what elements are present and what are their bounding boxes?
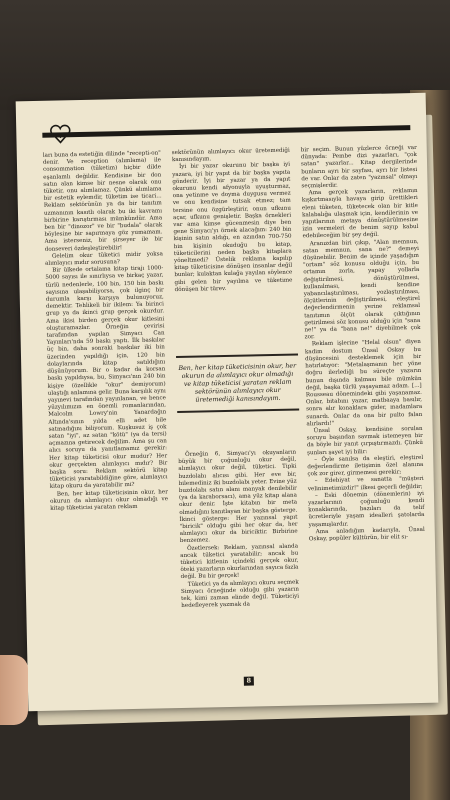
paragraph: Aranızdan biri çıkıp, "Alan memnun, satan memnun, sana ne?" demeyi düşünebilir. Benim de içinde yaşadığım "ortam" söz konusu olduğu için, bu ortamın zorla, yapay yollarla değiştirilmesi, dönüştürülmesi, kullanılması, kendi kendine yabancılaştırılması, yozlaştırılması, ölçütlerinin değiştirilmesi, eleştirel değerlendirmenin yerine reklamsal tanıtımın ölçüt olarak çıktığının getirilmesi söz konusu olduğu için "sana ne!" ya da "bana ne!" diyebilmek çok zor. <box>302 238 421 341</box>
magazine-page <box>16 93 439 711</box>
paragraph: – Edebiyat ve sanatta "müşteri velinimetimizdir!" ilkesi geçerli değildir; <box>307 476 424 492</box>
text-column-2 <box>172 148 293 295</box>
paragraph: Özetlersek: Reklam, yazınsal alanda ancak tüketici yaratabilir; ancak bu tüketici kitlenin içindeki gerçek okur, öteki yazarların okurlarından sayıca fazla değil. Bu bir gerçek! <box>180 543 299 581</box>
pull-quote: Ben, her kitap tüketicisinin okur, her okurun da alımlayıcı okur olmadığı ve kitap tüketicisi yaratan reklam sektörünün alımlayıcı okur üretemediği kanısındayım. <box>176 354 299 414</box>
text-column-2-continued <box>178 450 299 611</box>
paragraph: – Eski dönemin (dönemlerin) iyi yazarlarının çoğunluğu kendi konaklarında, bazıları da telif ücretleriyle yaşam idealleri şatolarda yaşamışlardır. <box>308 490 425 528</box>
paragraph: Bir ülkede ortalama kitap tirajı 1000-5000 sayısı ile sınırlıysa ve birkaç yazar, türlü nedenlerle, 100 bin, 150 bin baskı sayısına ulaşabiliyorsa, çok ilginç bir durumla karşı karşıya bulunuyoruz, demektir. Tehlikeli bir ikilem: Ya birinci grup ya da ikinci grup gerçek okurdur. Ama ikisi birden gerçek okur kitlesini oluşturamazlar. Örneğin çevirisi tarafımdan yapılan Simyacı Can Yayınları'nda 59 baskı yaptı. İlk baskılar üç bin, daha sonraki baskılar iki bin üzerinden yapıldığı için, 120 bin dolaylarında kitap satıldığını düşünüyorum. Bir o kadar da korsan baskı yapıldıysa, bu, Simyacı'nın 240 bin kişiye (özellikle "okur" demiyorum) ulaştığı anlamına gelir. Buna karşılık aynı yayınevi tarafından yayınlanan, ve bence yüzyılımızın en önemli romanlarından, Malcolm Lowry'nin Yanardağın Altında'sının yılda elli adet bile satmadığını biliyorum. Kuşkusuz iş çok satan "iyi", az satan "kötü" (ya da tersi) açmazına getirecek değilim. Ama şu can alıcı soruyu da yanıtlamamız gerekir: Her kitap tüketicisi okur mudur? Her okur gerçekten alımlayıcı mıdır? Bir başka soru: Reklam sektörü kitap tüketicisi yaratabildiğine göre, alımlayıcı kitap okuru da yaratabilir mi? <box>45 265 168 491</box>
thumb <box>0 655 28 725</box>
paragraph: İyi bir yazar okurunu bir başka iyi yazara, iyi bir yapıt da bir başka yapıta gönderir. İyi bir yazar ya da yapıt okurunu kendi afyonuyla uyuşturmaz, ona yetinme ve doyma duygusu vermez ve onu kendisine tutsak etmez; tam tersine onu özgürleştirir, onun ufkunu açar, ufkunu genişletir. Başka örnekleri var ama kimse gücenmesin diye ben gene Simyacı'yı örnek alacağım: 240 bin kişinin satın aldığı, en azından 700-750 bin kişinin okuduğu bu kitap, tüketicilerini neden başka kitaplara yöneltmedi? Üstelik reklama kapılıp kitap tüketicisine dönüşen insanlar değil bunlar; kulaktan kulağa yayılan söylence gibi gelen bir yayılma ve tüketime dönüşen bir türev. <box>172 162 293 293</box>
paragraph: Reklam işlerine "Helal olsun" diyen kadim dostum Ünsal Oskay bu düşüncesini desteklemek için bir hatırlatıyor: "Metalaşmanın her yöne doğru ilerlediği bu süreçte yazarın bunun dışında kalması bile mümkün değil, başka türlü yaşayamaz adam. [...] Rousseau dönemindeki gibi yaşanamaz. Onlar, bitabını yazar, matbaaya basılır, sonra alır konaklara gider, madamlara sunardı. Onlar da ona bir pulto falan alırlardı!" <box>304 339 423 428</box>
paragraph: Tüketici ya da alımlayıcı okuru seçmek Simyacı örneğinde olduğu gibi yazarın tek, kimi zaman elinde değil. Tüketiciyi hedefleyerek yazmak da <box>180 579 300 610</box>
text-column-3 <box>301 145 425 544</box>
paragraph: Ama anladığım kadarıyla, Ünsal Oskay, popüler kültürün, bir elit sı- <box>308 526 425 543</box>
paragraph: ları buna da estetiğin dilinde "recepti-on" denir. Ve reception (alımlama) ile consommation (tüketim) hiçbir dilde eşanlamlı değildir. Kendisine bir don satın alan kimse bir nesne olarak onu tüketir, onu alımlamaz. Çünkü alımlama bir estetik eylemdir, tüketim ise ticari... Reklam sektörünün ya da bir tanıtım uzmanının kasıtlı olarak bu iki kavramı birbirine karıştırması mümkündür. Ama ben bir "dinozor" ve bir "budala" olarak böylesine bir sapırmaya göz yumamam. Ama isterseniz, bir şirseyer ile bir donseveri özdeşleştirebilir! <box>42 150 163 253</box>
paragraph: Ünsal Oskay, kendisine sorulan soruyu başından savmak istemeyen bir da böyle bir yanıt çırpıştırmazdı. Çünkü şunları şayet iyi bilir: <box>306 425 423 456</box>
paragraph: sektörünün alımlayıcı okur üretemediği kanısındayım. <box>171 147 290 164</box>
paragraph: Örneğin 6, Simyacı'yı okuyanların büyük bir çoğunluğu okur değil, alımlayıcı okur değil, tüketici. Tipki buzdolabı alıcısı gibi. Her eve bir, bilemediniz iki buzdolabı yeter. Evine yüz buzdolabı satın alanı manyak denilebilir (ya da karaborsacı), ama yüz kitap alana okur denir. İşte kitabın bir meta olmadığını kanıtlayan bir başka gösterge. İkinci gösterge: Her yazınsal yapıt "biricik" olduğu gibi her okur da, her alımlayıcı okur da biriciktir. Birbirine benzemez. <box>178 449 298 545</box>
text-column-1 <box>43 150 169 513</box>
page-number: 8 <box>244 676 254 685</box>
paragraph: – Öyle sanılsa da eleştiri, eleştirel değerlendirme iletişimin özel alanına çok zor girer, girmemesi gerekir; <box>307 454 424 478</box>
paragraph: bir seçim. Bunun yüzlerce örneği var dünyada: Pembe dizi yazarları, "çok satan" yazarlar... Kitap dergilerinde bunların ayrı bir sayfası, ayrı bir listesi de var. Onlar da zaten "yazınsal" olmayı seçmişlerdir. <box>300 144 418 190</box>
paragraph: Ama gerçek yazarların, reklamın kışkırtmasıyla havaya girip ürettikleri eleni tüketen, tüketecek olan bir kitle kalabalığa ulaşmak için, kendilerinin ve yapıtlarının metaya dönüştürülmesine izin vermeleri de benim sayıp kabul edebileceğim bir şey değil. <box>301 188 419 240</box>
header-rule <box>42 125 410 138</box>
paragraph: Ben, her kitap tüketicisinin okur, her okurun da alımlayıcı okur olmadığı ve kitap tüketicisi yaratan reklam <box>49 488 169 512</box>
paragraph: Gelelim okur tüketici midir yoksa alımlayıcı mıdır sorusuna? <box>45 251 163 267</box>
